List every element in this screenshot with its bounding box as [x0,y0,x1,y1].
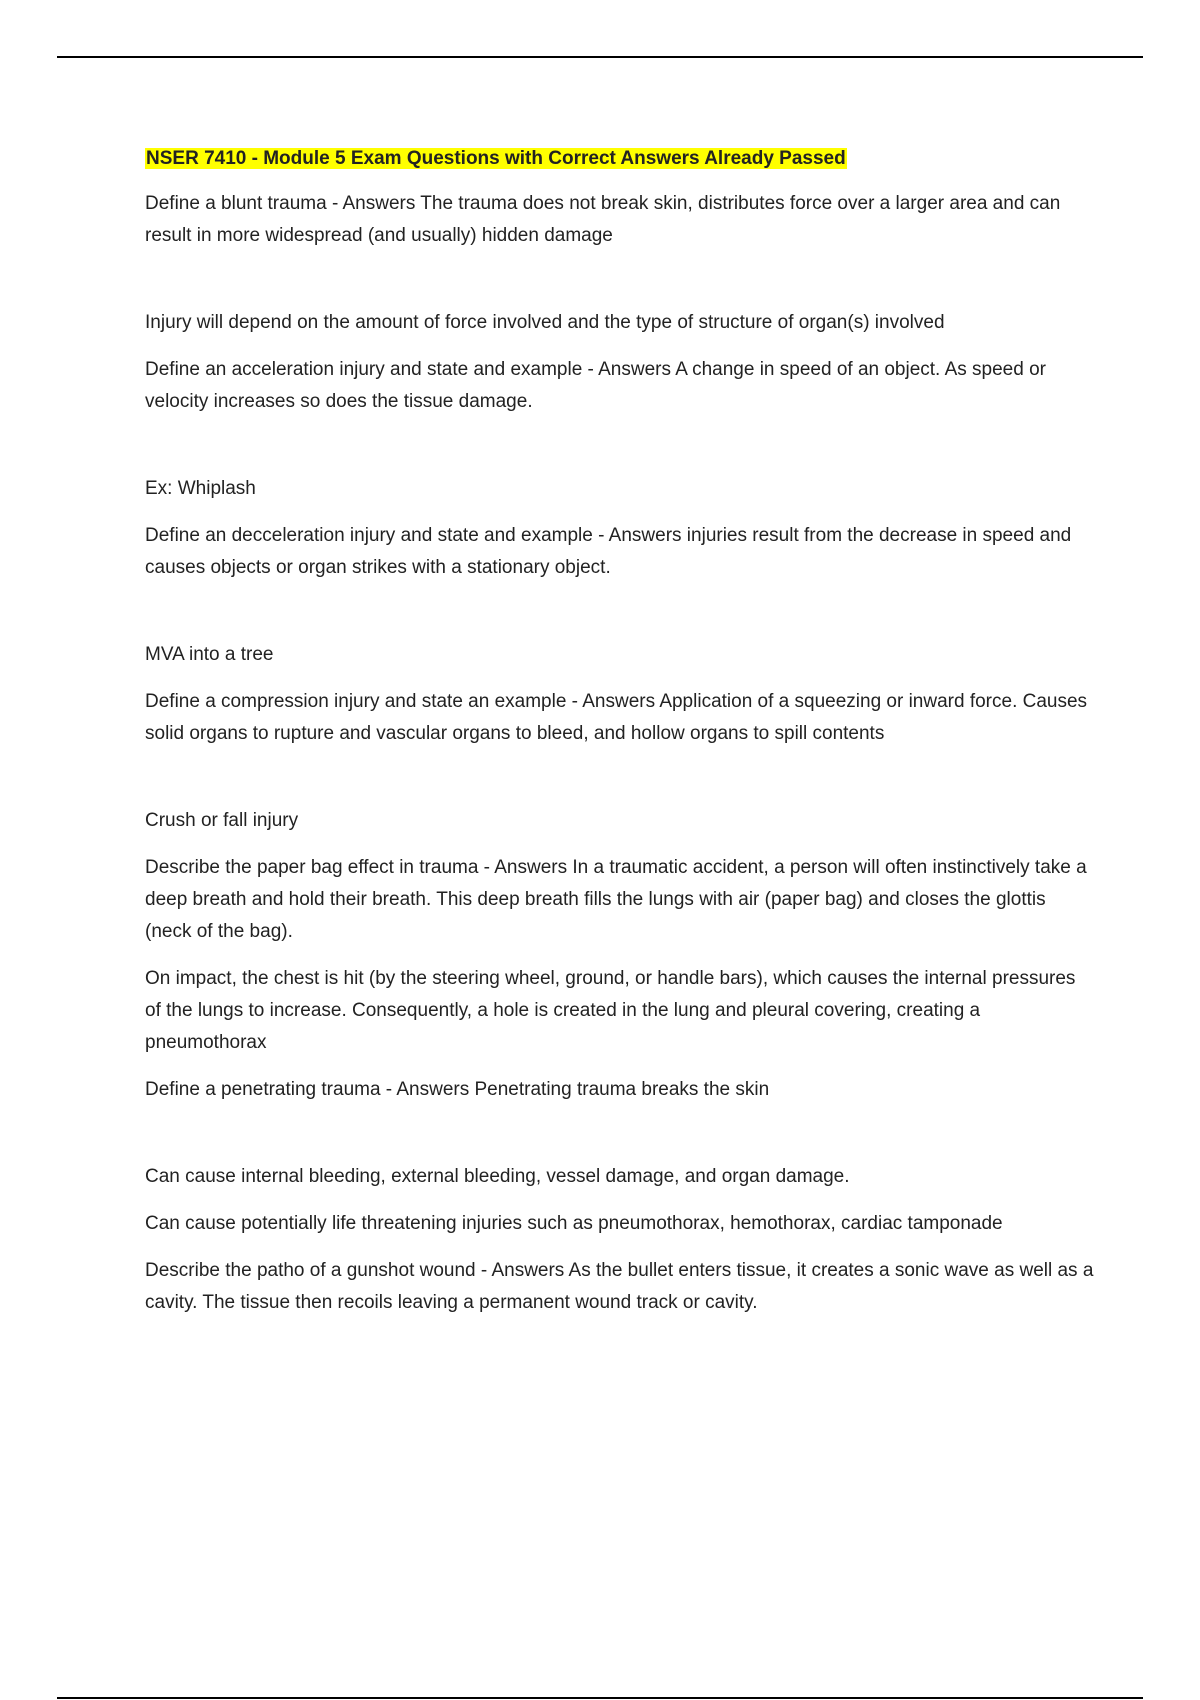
paragraph: Describe the patho of a gunshot wound - Answers As the bullet enters tissue, it creates a sonic wave as well as a cavity. The tissue then recoils leaving a permanent wound track or cavity. [145,1260,1094,1313]
footer-rule [57,1697,1143,1699]
paragraph: Define an decceleration injury and state and example - Answers injuries result from the decrease in speed and causes objects or organ strikes with a stationary object. [145,525,1072,578]
paragraph: Describe the paper bag effect in trauma - Answers In a traumatic accident, a person will often instinctively take a deep breath and hold their breath. This deep breath fills the lungs with air (paper bag) and closes the glottis (neck of the bag). [145,857,1087,942]
paragraph: Ex: Whiplash [145,478,256,499]
paragraph: Can cause potentially life threatening injuries such as pneumothorax, hemothorax, cardiac tamponade [145,1213,1003,1234]
paragraph: Define a penetrating trauma - Answers Penetrating trauma breaks the skin [145,1079,770,1100]
paragraph: Injury will depend on the amount of force involved and the type of structure of organ(s) involved [145,312,945,333]
paragraph: Define a compression injury and state an example - Answers Application of a squeezing or inward force. Causes solid organs to rupture and vascular organs to bleed, and hollow organs to spill contents [145,691,1088,744]
header-rule [57,56,1143,58]
paragraph: Define an acceleration injury and state and example - Answers A change in speed of an object. As speed or velocity increases so does the tissue damage. [145,359,1046,412]
document-title [145,145,1095,173]
paragraph: Define a blunt trauma - Answers The trauma does not break skin, distributes force over a larger area and can result in more widespread (and usually) hidden damage [145,193,1061,246]
paragraph: MVA into a tree [145,644,274,665]
paragraph: Crush or fall injury [145,810,299,831]
document-body [145,145,1095,1334]
title-highlight: NSER 7410 - Module 5 Exam Questions with Correct Answers Already Passed [146,148,846,169]
paragraph: Can cause internal bleeding, external bleeding, vessel damage, and organ damage. [145,1166,850,1187]
paragraph: On impact, the chest is hit (by the steering wheel, ground, or handle bars), which causes the internal pressures of the lungs to increase. Consequently, a hole is created in the lung and pleural covering, creating a pneumothorax [145,968,1076,1053]
